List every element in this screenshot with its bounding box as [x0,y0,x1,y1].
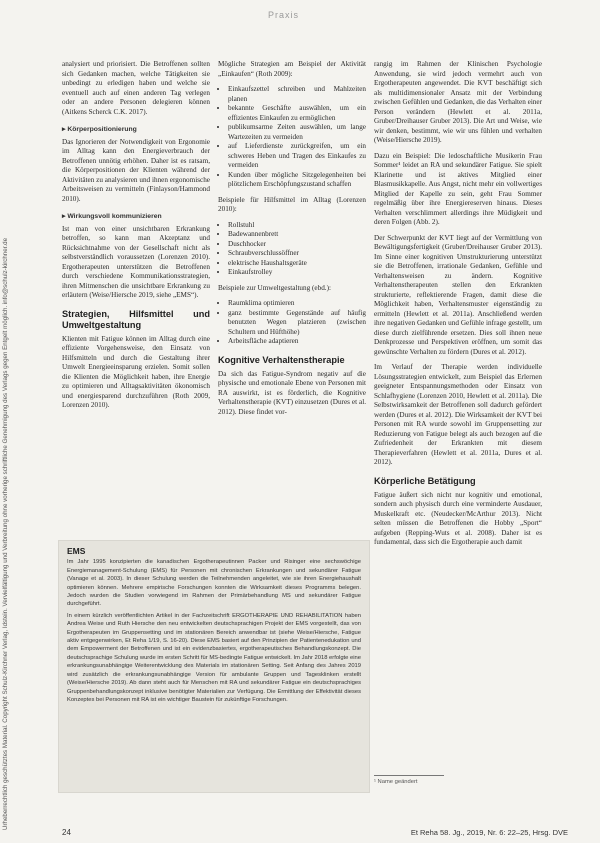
paragraph: Ist man von einer unsichtbaren Erkrankung betroffen, so kann man Akzeptanz und Rücksichtnahme von der Gesellschaft nicht als selbstverständlich voraussetzen (Lorenzen 2010). Ergotherapeuten unterstützen die Betroffenen durch verschiedene Kommunikationsstrategien, ihren Mitmenschen die unsichtbare Erkrankung zu erläutern (Weise/Hiersche 2019, siehe „EMS“). [62,224,210,299]
paragraph: analysiert und priorisiert. Die Betroffenen sollten sich Gedanken machen, welche Tätigkeiten sie unbedingt zu erledigen haben und welche sie eventuell auch auf einen anderen Tag verlegen oder an andere Personen delegieren können (Aitkens Scherck C.K. 2017). [62,60,210,116]
paragraph: Im Verlauf der Therapie werden individuelle Lösungsstrategien entwickelt, zum Beispiel das Erlernen geeigneter Entspannungsmethoden oder Einsatz von Schlafhygiene (Lorenzen 2010, Hewlett et al. 2011a). Die Selbstwirksamkeit der Betroffenen soll dadurch gefördert werden (Dures et al. 2012). Die Wirksamkeit der KVT bei Personen mit RA wurde sowohl im Gruppensetting zur Reduzierung von Fatigue belegt als auch bezogen auf die Zufriedenheit der Erkrankten mit diesem Therapieverfahren (Hewlett et al. 2011a, Dures et al. 2012). [374,363,542,466]
paragraph: Klienten mit Fatigue können im Alltag durch eine effiziente Vorgehensweise, den Einsatz von Hilfsmitteln und durch die Gestaltung ihrer Umwelt Energieeinsparung erzielen. Somit sollen die Klienten die Möglichkeit haben, ihre Energie zu optimieren und Alltagsaktivitäten ökonomisch und energiesparend durchzuführen (Roth 2009, Lorenzen 2010). [62,334,210,409]
list-item: • Einkaufszettel schreiben und Mahlzeiten planen [228,85,366,104]
paragraph: Das Ignorieren der Notwendigkeit von Ergonomie im Alltag kann den Energieverbrauch der Betroffenen unnötig erhöhen. Daher ist es ratsam, die Körperpositionen der Klienten während der Aktivitäten zu analysieren und ihnen ergonomische Arbeitsweisen zu vermitteln (Finlayson/Hammond 2010). [62,137,210,203]
ems-info-box [58,540,370,793]
paragraph: In einem kürzlich veröffentlichten Artikel in der Fachzeitschrift ERGOTHERAPIE UND REHABILITATION haben Andrea Weise und Ruth Hiersche den neu entwickelten deutschsprachigen Projekt der EMS vorgestellt, das von Ergotherapeuten im Gruppensetting und im stationären Bereich anwendbar ist (siehe Weise/Hiersche, Fatigue aktiv entgegenwirken, Et Reha 1/19, S. 16-20). Diese EMS basiert auf den Prinzipien der Patientenedukation und dem Empowerment der Betroffenen und ist ein evidenzbasiertes, ergotherapeutisches Behandlungskonzept. Die deutschsprachige Schulung wurde im ersten Schritt für MS-bedingte Fatigue entwickelt. Im Jahr 2018 erfolgte eine erkrankungsunabhängige Weiterentwicklung des Materials im stationären Setting. Seit Anfang des Jahres 2019 wird zusätzlich die erkrankungsunabhängige Version für ambulante Gruppen und Tagesklinken erstellt (Weise/Hiersche 2019). Ab dann steht auch für Menschen mit RA und sekundärer Fatigue ein deutschsprachiges Gruppenbehandlungskonzept inklusive benötigter Materialien zur Verfügung. Die Ermittlung der Effektivität dieses Konzeptes bei Personen mit RA ist ein wichtiger Baustein für zukünftige Forschungen. [67,612,361,703]
list-item: • Einkaufstrolley [228,268,366,278]
page-number: 24 [62,828,71,837]
section-heading: Körperliche Betätigung [374,475,476,486]
list-item: • Badewannenbrett [228,230,366,240]
box-title: EMS [67,546,86,556]
list-item: • Arbeitsfläche adaptieren [228,337,366,347]
paragraph: Der Schwerpunkt der KVT liegt auf der Vermittlung von Bewältigungsfertigkeit (Gruber/Dreihauser Gruber 2013). Im Sinne einer kognitiven Umstrukturierung unterstützt sie die Betroffenen, irrationale Gedanken, Gefühle und Verhaltensweisen zu ändern. Kognitive Verhaltenstherapeuten stellen den Erkrankten strukturierte, reflektierende Fragen, damit diese die Möglichkeit haben, Verhaltensmuster eigenständig zu ermitteln (Hewlett et al. 2011a). Anschließend werden ihre negativen Gedanken und Gefühle infrage gestellt, um diese durch zielführende ersetzen. Dies soll ihnen neue Denkprozesse und Perspektiven eröffnen, um somit das gewünschte Verhalten zu fördern (Dures et al. 2012). [374,233,542,356]
subheading: ▸ Wirkungsvoll kommunizieren [62,213,162,220]
paragraph: Beispiele für Hilfsmittel im Alltag (Lorenzen 2010): [218,195,366,213]
list-item: • auf Lieferdienste zurückgreifen, um ein schweres Heben und Tragen des Einkaufes zu vermeiden [228,142,366,171]
section-header: Praxis [268,10,300,20]
subheading: ▸ Körperpositionierung [62,126,137,133]
bullet-list [218,85,366,190]
paragraph: Fatigue äußert sich nicht nur kognitiv und emotional, sondern auch physisch durch eine verminderte Ausdauer, Muskelkraft etc. (Neudecker/McArthur 2013). Nicht selten müssen die Betroffenen die Hobby „Sport“ aufgeben (Repping-Wuts et al. 2008). Daher ist es fundamental, dass sich die Ergotherapie auch damit [374,490,542,546]
paragraph: Da sich das Fatigue-Syndrom negativ auf die physische und emotionale Ebene von Personen mit RA auswirkt, ist es förderlich, die Kognitive Verhaltenstherapie (KVT) einzusetzen (Dures et al. 2012). Diese findet vor- [218,369,366,416]
list-item: • Duschhocker [228,240,366,250]
list-item: • publikumsarme Zeiten auswählen, um lange Wartezeiten zu vermeiden [228,123,366,142]
column-3 [374,60,542,554]
footnote: ¹ Name geändert [374,779,418,785]
journal-citation: Et Reha 58. Jg., 2019, Nr. 6: 22–25, Hrsg. DVE [410,828,568,837]
list-item: • bekannte Geschäfte auswählen, um ein effizientes Einkaufen zu ermöglichen [228,104,366,123]
footnote-divider [374,775,444,776]
list-item: • elektrische Haushaltsgeräte [228,259,366,269]
paragraph: Im Jahr 1995 konzipierten die kanadischen Ergotherapeutinnen Packer und Risinger eine sechswöchige Energiemanagement-Schulung (EMS) für Personen mit chronischen Erkrankungen und sekundärer Fatigue (Vanage et al. 2003). In dieser Schulung werden die Teilnehmenden angeleitet, wie sie ihren Energiehaushalt optimieren können. Mehrere empirische Forschungen konnten die Wirksamkeit dieses Programms belegen. Jedoch wurden die Studien vorwiegend im Rahmen der Primärbehandlung MS und sekundärer Fatigue durchgeführt. [67,559,361,608]
copyright-notice: Urheberrechtlich geschütztes Material. Copyright Schulz-Kirchner Verlag, Idstein. Vervielfältigung und Verbreitung ohne vorherige schriftliche Genehmigung des Verlags gegen Entgelt möglich. info@schulz-kirchner.de [2,237,9,830]
section-heading: Strategien, Hilfsmittel und Umweltgestaltung [62,308,210,330]
paragraph: rangig im Rahmen der Klinischen Psychologie Anwendung, sie wird jedoch vermehrt auch von Ergotherapeuten angewendet. Die KVT beschäftigt sich als multidimensionaler Ansatz mit der Verbindung zwischen Gefühlen und Gedanken, die das Verhalten einer Person verändern (Hewlett et al. 2011a, Gruber/Dreihauser Gruber 2013). Die Art und Weise, wie wir denken, bestimmt, wie wir uns fühlen und verhalten (Weise/Hiersche 2019). [374,60,542,144]
paragraph: Dazu ein Beispiel: Die ledoschaftliche Musikerin Frau Sommer¹ leidet an RA und sekundärer Fatigue. Sie spielt Klarinette und ist aktives Mitglied einer Blasmusikkapelle. Aus Angst, nicht mehr ein vollwertiges Mitglied der Kapelle zu sein, geht Frau Sommer regelmäßig über ihre Energiereserven hinaus. Dieses Verhalten verschlimmert allerdings ihre Müdigkeit und deren Folgen (Abb. 2). [374,151,542,226]
bullet-list [218,221,366,278]
list-item: • ganz bestimmte Gegenstände auf häufig benutzten Wegen platzieren (zwischen Schultern und Hüfthöhe) [228,309,366,338]
column-1 [62,60,210,417]
list-item: • Schraubverschlussöffner [228,249,366,259]
list-item: • Raumklima optimieren [228,299,366,309]
column-2 [218,60,366,423]
paragraph: Beispiele zur Umweltgestaltung (ebd.): [218,283,331,292]
list-item: • Kunden über mögliche Sitzgelegenheiten bei plötzlichem Erschöpfungszustand schaffen [228,171,366,190]
section-heading: Kognitive Verhaltenstherapie [218,354,345,365]
list-item: • Rollstuhl [228,221,366,231]
paragraph: Mögliche Strategien am Beispiel der Aktivität „Einkaufen“ (Roth 2009): [218,60,366,78]
bullet-list [218,299,366,347]
